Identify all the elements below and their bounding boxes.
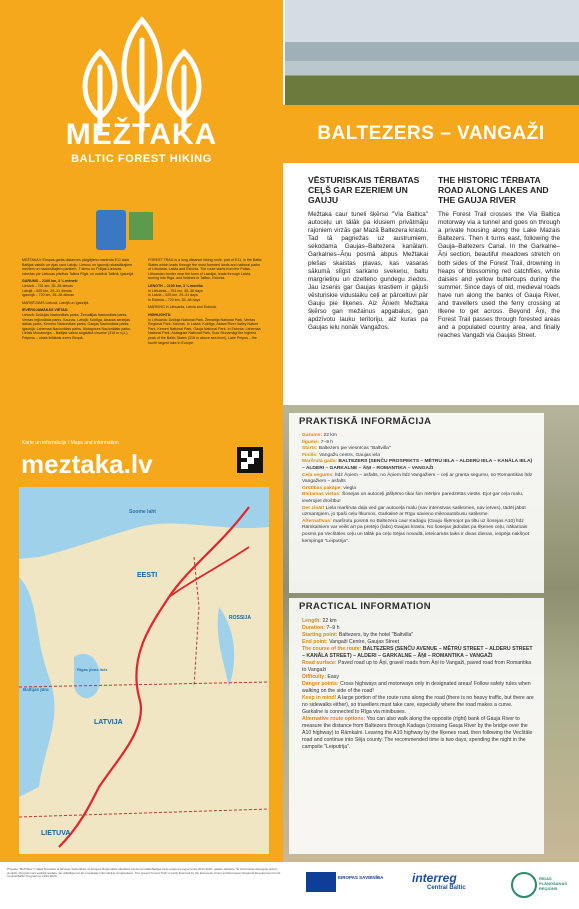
- brand-name: MEŽTAKA: [65, 118, 218, 151]
- rpr-label: RĪGAS PLĀNOŠANAS REĢIONS: [539, 876, 568, 891]
- intro-lv-lv: Latvijā – 625 km, 29–31 dienas: [22, 288, 72, 293]
- map-label-estonia: EESTI: [137, 572, 158, 579]
- lv-difficulty: viegla: [343, 485, 357, 491]
- intro-lv-lt: Lietuvā – 751 km, 35–38 dienas: [22, 283, 73, 288]
- en-start-label: Starting point:: [302, 632, 338, 638]
- intro-lv-garums: GARUMS – 2100 km, 3 ¼ mēneši: [22, 279, 78, 284]
- footer-disclaimer: Projekts "MežTaka" ir daļēji finansēts ar Eiropas Savienības un Eiropas Reģionālās attīstības fonda Centrālā Baltijas jūras reģiona programmas 2014-2020. gadam atbalstu. Šī informācija atspoguļo autoru viedokli. Programmas vadošā iestāde nav atbildīga par šīs inovācijas informācijas izmantošanu. The project 'Forest Trail' is partly financed by the European Union and European Regional Development Fund Central Baltic Programme 2014-2020.: [7, 867, 281, 879]
- lv-duration: 7–9 h: [320, 439, 333, 445]
- lv-length-label: Garums:: [302, 433, 323, 438]
- intro-en-marking: MARKING in Lithuania, Latvia and Estonia.: [148, 305, 217, 310]
- story-lv-title: VĒSTURISKAIS TĒRBATAS CEĻŠ GAR EZERIEM UN GAUJU: [308, 175, 420, 205]
- en-course: BALTEZERS (SENČU AVENUE – MĒTRU STREET – ALDERU STREET – KANĀLA STREET) – ALDERI – GARKALNE – ĀŅI – ROMANTIKA – VANGAŽI: [302, 646, 533, 659]
- en-keep: A large portion of the route runs along the road (there is no heavy traffic, but there are no sidewalks either), so travellers must take care, especially where the road makes a curve. Garkalne is connected to Rīga via minibuses.: [302, 695, 534, 715]
- en-keep-label: Keep in mind!: [302, 695, 337, 701]
- qr-code-icon[interactable]: [237, 447, 263, 473]
- map-label-baltic: Baltijas jūra: [23, 687, 49, 692]
- practical-info-en: [289, 598, 544, 854]
- en-danger: Cross highways and motorways only in designated areas! Follow safety rules when walking on the side of the road!: [302, 681, 531, 694]
- map-label-russia: ROSSIJA: [229, 615, 251, 621]
- map-drawing: [19, 487, 269, 854]
- lv-know-label: Der zināt!: [302, 505, 325, 511]
- lv-surface: līdz Āņiem – asfalts, no Āņiem līdz Vangažiem – ceļi ar granta segumu, no Romantikas līdz Vangažiem – asfalts: [302, 472, 533, 485]
- lv-difficulty-label: Grūtības pakāpe:: [302, 485, 342, 491]
- en-surface-label: Road surface:: [302, 660, 337, 666]
- route-map: [19, 487, 269, 854]
- intro-en-highlights: In Lithuania: Dzūkija National Park, Žemaitija National Park, Ventas Regional Park, Kaunas. In Latvia: Kuldīga, Abava River Valley Nature Park, Kemeri National Park, Gauja National Park. In Estonia: Lahemaa National Park, Alutaguse National Park, Suur Munamägi the highest peak of the Baltic States (318 m above sea level), Lake Peipus – the fourth largest lake in Europe.: [148, 317, 261, 345]
- en-danger-label: Danger points:: [302, 681, 339, 687]
- intro-lv-ee: Igaunijā – 720 km, 35–38 dienas: [22, 293, 74, 298]
- intro-lv-highlights: Lietuvā: Dzūkijas Nacionālais parks, Žemaitijas Nacionālais parks, Ventas reģionālais parks, Kaunas. Latvijā: Kuldīga, Abavas senlejas dabas parks, Ķemeru Nacionālais parks, Gaujas Nacionālais parks. Igaunijā: Lahemaa Nacionālais parks, Alutaguses Nacionālais parks, Lielais Munamegis – Baltijas valstu augstākā virsotne (318 m v.j.l.), Peipuss – otrais lielākais ezers Eiropā.: [22, 312, 131, 340]
- brand-block: [0, 118, 283, 165]
- en-length: 22 km: [322, 618, 337, 624]
- lv-start-label: Starts:: [302, 446, 318, 452]
- practical-info-lv-body: [302, 433, 534, 545]
- interreg-logo: interreg: [412, 871, 457, 885]
- en-alt: You can also walk along the opposite (right) bank of Gauja River to measure the distance from Baltezers through Kadaga (crossing Gauja River by the bridge over the A10 highway) to Rāmkalni. Leaving the A10 highway by the Ilķenes road, then following the Vecštāle road and continue into Sēja county. The recommended time is two days, spending the night in the campsite "Leiputrija".: [302, 716, 533, 750]
- story-lv-body: Mežtaka caur tuneli šķērso "Via Baltica" autoceļu un tālāk pa klusiem privātmāju rajoniem virzās gar Mazā Baltezera krastu. Tad tā pagriežas uz austrumiem, sekodama Gaujas–Baltezera kanālam. Garkalnes–Āņu posmā abpus Mežtakai plešas skaistas pļavas, kas vasaras sākumā slīgst sarkano svekeņu, baltu margrietiņu un dzelteno gundegu ziedos. Jau izsenis gar Gaujas krastiem ir gājuši vēsturiskie viduslaiku ceļi ar pārceltuvi pār Gauju pie Ilķenes. Aiz Āņiem Mežtaka šķērso gan mežainus apgabalus, gan apdzīvotu lauku teritoriju, aiz kuras pa Gaujas ielu nonāk Vangažos.: [308, 211, 428, 332]
- section-title: BALTEZERS – VANGAŽI: [283, 105, 579, 163]
- brand-subtitle: BALTIC FOREST HIKING: [71, 153, 212, 165]
- lv-course-label: Maršruta gaita:: [302, 459, 338, 465]
- en-course-label: The course of the route:: [302, 646, 362, 652]
- en-difficulty: Easy: [327, 674, 339, 680]
- lv-duration-label: Ilgums:: [302, 439, 320, 445]
- lake-photo: [285, 0, 579, 105]
- intro-en-highlights-head: HIGHLIGHTS:: [148, 312, 172, 317]
- lv-alt: maršrutu posmā no Baltezera caur Kadagu (Gauju šķērsojot pa tiltu uz šosejas A10) līdz Rāmkalniem var veikt arī pa pretējo (labo) Gaujas krastu. No šosejas jādodas pa Ilķenes ceļu, nākamais posms pa Vecštāles ceļu un tālāk pa ceļu Sējas novadā, ieteicamās laiks ir divas dienas, iespēja nakšņot kempingā "Leiputrija".: [302, 518, 529, 544]
- intro-lv-marking: MARĶĒJUMS Lietuvā, Latvijā un Igaunijā.: [22, 300, 90, 305]
- en-start: Baltezers, by the hotel "Baltvilla": [338, 632, 414, 638]
- intro-en-lv: in Latvia – 625 km, 29–31 days: [148, 293, 198, 298]
- mini-map-image-2: [129, 212, 153, 240]
- lv-surface-label: Ceļa segums:: [302, 472, 334, 478]
- en-surface: Paved road up to Āņi, gravel roads from Āņi to Vangaži, paved road from Romantika to Vangaži: [302, 660, 532, 673]
- map-label-latvia: LATVIJA: [94, 719, 123, 726]
- intro-lv: [22, 258, 134, 341]
- en-difficulty-label: Difficulty:: [302, 674, 326, 680]
- intro-en-length: LENGTH – 2100 km, 3 ¼ months: [148, 283, 203, 288]
- practical-info-en-body: [302, 618, 534, 751]
- website-url[interactable]: meztaka.lv: [21, 449, 153, 479]
- en-length-label: Length:: [302, 618, 322, 624]
- story-en-title: THE HISTORIC TĒRBATA ROAD ALONG LAKES AND THE GAUJA RIVER: [438, 175, 549, 205]
- rpr-logo-icon: [511, 872, 537, 898]
- lv-end-label: Finišs:: [302, 452, 318, 458]
- lv-danger: Šosejas un autoceļi jāšķērso tikai šim mērķim paredzētās vietās. Ejot gar ceļa malu, ievērojiet drošību!: [302, 492, 524, 504]
- lv-start: Baltezers pie viesnīcas "Baltvilla": [318, 446, 391, 452]
- story-lv: [308, 175, 428, 332]
- story-en-body: The Forest Trail crosses the Via Baltica motorway via a tunnel and goes on through a private housing along the Lake Mazais Baltezers. Then it turns east, following the Gauja–Baltezers Canal. In the Garkalne–Āņi section, beautiful meadows stretch on both sides of the Forest Trail, drowning in heaps of blossoming red catchflies, white daisies and yellow buttercups during the summer. Since days of old, medieval roads have run along the banks of Gauja River, and travellers used the ferry crossing at Ilķene to get across. Beyond Āņi, the Forest Trail passes through forested areas and a populated country area, and finally reaches Vangaži via Gaujas Street.: [438, 211, 560, 340]
- intro-lv-highlights-head: IEVĒROJAMĀKĀS VIETAS:: [22, 308, 69, 313]
- en-duration: 7–9 h: [326, 625, 340, 631]
- intro-lv-text: MEŽTAKA ir Eiropas garās distances pārgājienu maršruta E11 daļa Baltijas valstīs un vijas caur Latviju, Lietuvu un Igauniju skaistākajiem mežiem un nacionālajiem parkiem, 7 dienu no Polijas-Lietuvas robežas pie Lietuvas pilsētas Tallina Rīgā, un noslēdz Tallinā, Igaunijā.: [22, 258, 134, 276]
- story-en: [438, 175, 560, 341]
- map-label-sea: Soome laht: [129, 509, 156, 515]
- en-end-label: End point:: [302, 639, 328, 645]
- intro-en-lt: in Lithuania – 751 km, 35–38 days: [148, 288, 203, 293]
- map-label-gulf: Rīgas jūras līcis: [77, 667, 108, 672]
- map-label-lithuania: LIETUVA: [41, 830, 71, 837]
- practical-info-en-heading: PRACTICAL INFORMATION: [299, 601, 432, 612]
- lv-danger-label: Bīstamas vietas:: [302, 492, 341, 498]
- en-end: Vangaži Centre, Gaujas Street: [329, 639, 400, 645]
- en-duration-label: Duration:: [302, 625, 326, 631]
- eu-flag-icon: [306, 872, 336, 892]
- lv-course: BALTEZERS (SENČU PROSPEKTS – MĒTRU IELA – ALDERU IELA – KANĀLA IELA) – ALDERI – GARKALNE – ĀŅI – ROMANTIKA – VANGAŽI: [302, 459, 533, 471]
- map-caption: Karte un informācija / Maps and information: [22, 440, 119, 446]
- practical-info-lv: [289, 413, 544, 593]
- lv-alt-label: Alternatīvas:: [302, 518, 332, 524]
- en-alt-label: Alternative route options:: [302, 716, 366, 722]
- lv-length: 22 km: [323, 433, 337, 438]
- eu-label: EIROPAS SAVIENĪBA: [338, 875, 384, 880]
- practical-info-lv-heading: PRAKTISKĀ INFORMĀCIJA: [299, 416, 432, 427]
- lv-know: Liela maršruta daļa ved gar autoceļa malu (nav intensīvas satiksmes, nav ietves), tādēļ jābūt uzmanīgiem, jo īpaši ceļu līkumos. Garkalnē ar Rīgu savieno mikroautobusu satiksme.: [302, 505, 526, 518]
- mini-map-image: [96, 210, 126, 250]
- intro-en-text: FOREST TRAIL is a long distance hiking route, part of E11, in the Baltic States which leads through the most forested lands and national parks of Lithuania, Latvia and Estonia. The route starts from the Polish-Lithuanian border near the town of Lazdijai, leads through Latvia, turning into Riga, and finishes in Tallinn, Estonia.: [148, 258, 262, 281]
- intro-en-ee: in Estonia – 720 km, 35–38 days: [148, 297, 201, 302]
- lv-end: Vangažu centrs, Gaujas iela: [319, 452, 380, 458]
- intro-en: [148, 258, 263, 345]
- central-baltic-label: Central Baltic: [427, 885, 466, 891]
